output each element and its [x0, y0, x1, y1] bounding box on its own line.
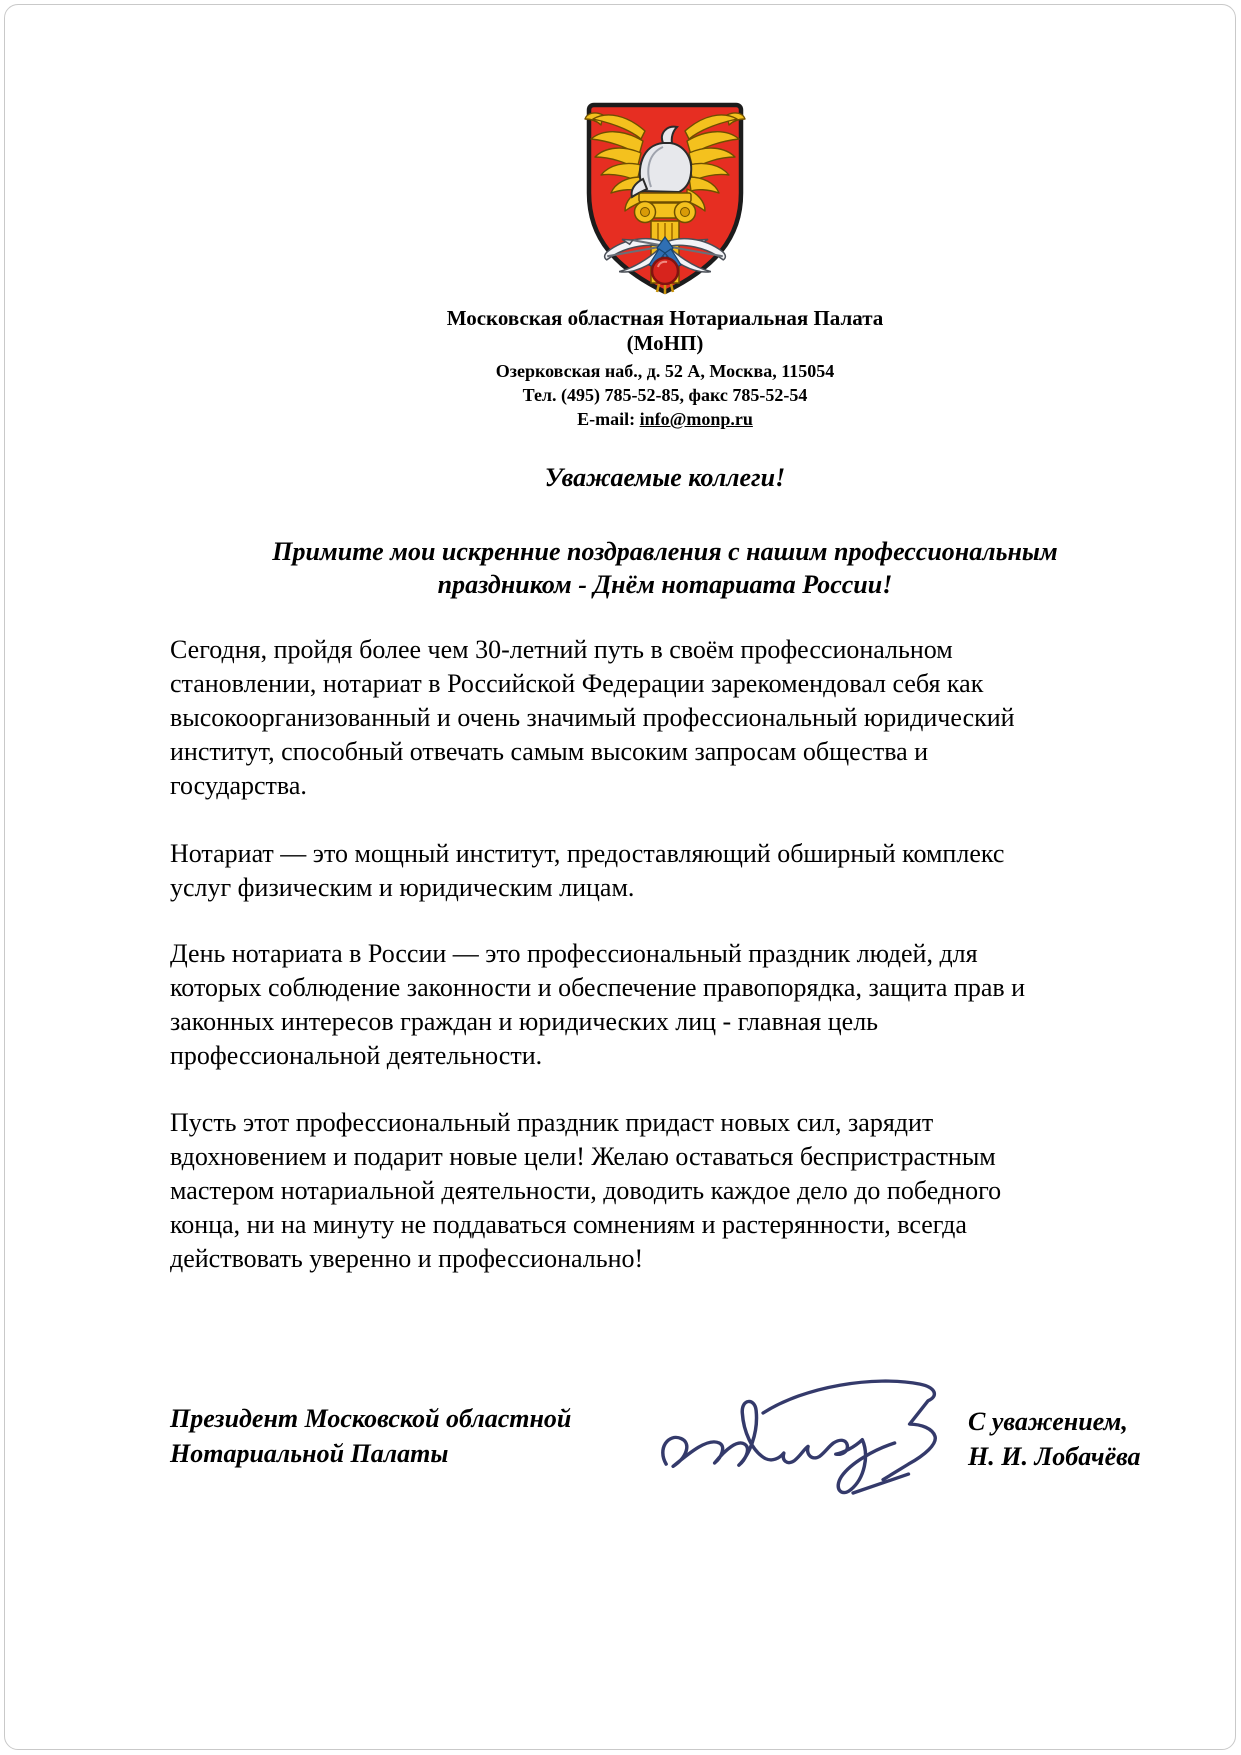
- signer-title: [170, 1401, 571, 1471]
- signer-title-line: Нотариальной Палаты: [170, 1439, 449, 1468]
- paragraph-4: [170, 1106, 1135, 1276]
- greeting-line: праздником - Днём нотариата России!: [437, 570, 893, 599]
- paragraph-line: законных интересов граждан и юридических лиц - главная цель: [170, 1007, 879, 1036]
- signer-title-line: Президент Московской областной: [170, 1404, 572, 1433]
- paragraph-line: Сегодня, пройдя более чем 30-летний путь в своём профессиональном: [170, 635, 953, 664]
- paragraph-line: вдохновением и подарит новые цели! Желаю оставаться беспристрастным: [170, 1142, 996, 1171]
- signer-name-block: [968, 1404, 1141, 1474]
- email-link[interactable]: info@monp.ru: [639, 409, 753, 429]
- letter-page: [4, 4, 1236, 1750]
- signer-name: Н. И. Лобачёва: [968, 1442, 1141, 1471]
- paragraph-line: профессиональной деятельности.: [170, 1041, 543, 1070]
- paragraph-1: [170, 633, 1135, 803]
- org-address: Озерковская наб., д. 52 А, Москва, 115054: [495, 361, 835, 381]
- paragraph-line: мастером нотариальной деятельности, доводить каждое дело до победного: [170, 1176, 1002, 1205]
- paragraph-3: [170, 937, 1135, 1073]
- paragraph-line: действовать уверенно и профессионально!: [170, 1244, 644, 1273]
- org-email-line: [125, 407, 1205, 431]
- paragraph-line: которых соблюдение законности и обеспечение правопорядка, защита прав и: [170, 973, 1026, 1002]
- org-abbreviation: (МоНП): [626, 331, 704, 355]
- org-phone: Тел. (495) 785-52-85, факс 785-52-54: [522, 385, 808, 405]
- org-name: Московская областная Нотариальная Палата: [446, 306, 884, 330]
- paragraph-line: Нотариат — это мощный институт, предоставляющий обширный комплекс: [170, 839, 1005, 868]
- greeting-line: Примите мои искренние поздравления с нашим профессиональным: [272, 537, 1058, 566]
- coat-of-arms-icon: [579, 97, 751, 299]
- paragraph-line: услуг физическим и юридическим лицам.: [170, 873, 635, 902]
- paragraph-line: конца, ни на минуту не поддаваться сомнениям и растерянности, всегда: [170, 1210, 967, 1239]
- regards-line: С уважением,: [968, 1407, 1128, 1436]
- paragraph-line: институт, способный отвечать самым высоким запросам общества и: [170, 737, 929, 766]
- letterhead: [125, 97, 1205, 431]
- paragraph-line: становлении, нотариат в Российской Федерации зарекомендовал себя как: [170, 669, 984, 698]
- paragraph-line: высокоорганизованный и очень значимый профессиональный юридический: [170, 703, 1015, 732]
- handwritten-signature-icon: [650, 1373, 950, 1513]
- paragraph-2: [170, 837, 1135, 905]
- salutation: Уважаемые коллеги!: [544, 463, 786, 492]
- greeting: [170, 535, 1160, 601]
- paragraph-line: государства.: [170, 771, 307, 800]
- paragraph-line: Пусть этот профессиональный праздник придаст новых сил, зарядит: [170, 1108, 934, 1137]
- paragraph-line: День нотариата в России — это профессиональный праздник людей, для: [170, 939, 978, 968]
- email-label: E-mail:: [577, 409, 636, 429]
